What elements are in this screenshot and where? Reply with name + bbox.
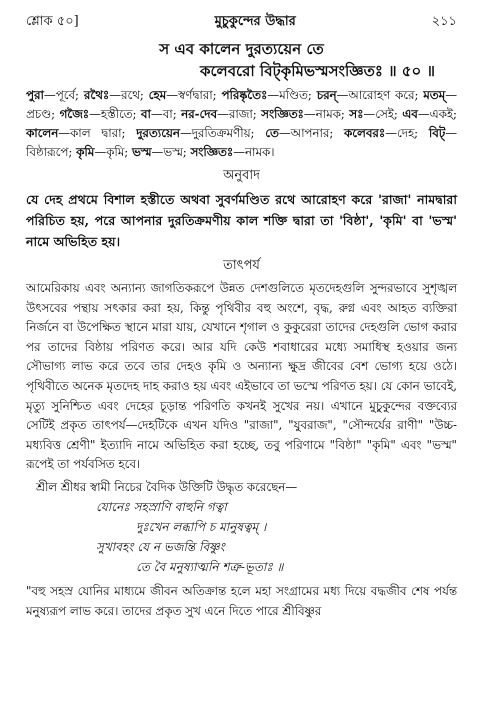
page-number: ২১১ xyxy=(431,14,457,29)
synonym-word: এব xyxy=(402,107,418,121)
synonym-meaning: —আরোহণ করে; xyxy=(336,88,424,102)
quote-translation: "বহু সহস্র যোনির মাধ্যমে জীবন অতিক্রান্ত হলে মহা সংগ্রামের মধ্য দিয়ে বদ্ধজীব শেষ পর্যন্ত মনুষ্যরূপ লাভ করে। তাদের প্রকৃত সুখ এনে দিতে পারে শ্রীবিষ্ণুর xyxy=(26,583,457,618)
synonym-word: রথৈঃ xyxy=(83,88,110,102)
synonym-word: গজৈঃ xyxy=(59,107,90,121)
synonym-meaning: —আপনার; xyxy=(278,126,345,140)
synonym-meaning: —রথে; xyxy=(109,88,149,102)
synonym-meaning: —নামক। xyxy=(233,145,275,159)
verse-reference: শ্লোক ৫০] xyxy=(26,14,79,29)
synonym-meaning: —হস্তীতে; xyxy=(89,107,141,121)
synonym-meaning: —বিষ্ঠারূপে; xyxy=(26,126,458,159)
synonym-meaning: —পূর্বে; xyxy=(43,88,84,102)
running-header xyxy=(26,12,457,34)
synonym-meaning: —কৃমি; xyxy=(94,145,133,159)
synonym-word: নর-দেব xyxy=(181,107,218,121)
synonym-meaning: —সেই; xyxy=(363,107,403,121)
verse-line-1: স এব কালেন দুরত্যয়েন তে xyxy=(159,40,324,58)
synonym-meaning: —ভস্ম; xyxy=(151,145,191,159)
citation-lead: শ্রীল শ্রীধর স্বামী নিচের বৈদিক উক্তিটি উদ্ধৃত করেছেন— xyxy=(36,479,298,494)
synonym-meaning: —মণ্ডিত; xyxy=(267,88,317,102)
purport-text: আমেরিকায় এবং অন্যান্য জাগতিকরূপে উন্নত দেশগুলিতে মৃতদেহগুলি সুন্দরভাবে সুশৃঙ্খল উৎসবের পন্থায় সৎকার করা হয়, কিন্তু পৃথিবীর বহু অংশে, বৃদ্ধ, রুগ্ন এবং আহত ব্যক্তিরা নির্জনে বা উপেক্ষিত স্থানে মারা যায়, যেখানে শৃগাল ও কুকুরেরা তাদের দেহগুলি ভোগ করার পর তাদের বিষ্ঠায় পরিণত করে। আর যদি কেউ শবাধারের মধ্যে সমাধিস্থ হওয়ার জন্য সৌভাগ্য লাভ করে তবে তার দেহও কৃমি ও অন্যান্য ক্ষুদ্র জীবের বেশ ভোগ্য হয়ে ওঠে। পৃথিবীতে অনেক মৃতদেহ দাহ করাও হয় এবং এইভাবে তা ভস্মে পরিণত হয়। যে কোন ভাবেই, মৃত্যু সুনিশ্চিত এবং দেহের চূড়ান্ত পরিণতি কখনই সুখের নয়। এখানে মুচুকুন্দের বক্তব্যের সেটিই প্রকৃত তাৎপর্য—দেহটিকে এখন যদিও "রাজা", "যুবরাজ", "সৌন্দর্যের রাণী" "উচ্চ-মধ্যবিত্ত শ্রেণী" ইত্যাদি নামে অভিহিত করা হচ্ছে, তবু পরিণামে "বিষ্ঠা" "কৃমি" এবং "ভস্ম" রূপেই তা পর্যবসিত হবে। xyxy=(26,281,457,472)
synonym-word: সংজ্ঞিতঃ xyxy=(261,107,304,121)
synonym-meaning: —বা; xyxy=(150,107,182,121)
synonym-word: মতম্ xyxy=(423,88,446,102)
sanskrit-verse xyxy=(26,38,457,82)
synonym-meaning: —দেহ; xyxy=(385,126,429,140)
translation-text: যে দেহ প্রথমে বিশাল হস্তীতে অথবা সুবর্ণমণ্ডিত রথে আরোহণ করে 'রাজা' নামদ্বারা পরিচিত হয়, পরে আপনার দুরতিক্রমণীয় কাল শক্তি দ্বারা তা 'বিষ্ঠা', 'কৃমি' বা 'ভস্ম' নামে অভিহিত হয়। xyxy=(26,192,457,249)
synonym-word: সংজ্ঞিতঃ xyxy=(190,145,234,159)
synonym-word: দুরত্যয়েন xyxy=(136,126,180,140)
synonym-word: সঃ xyxy=(349,107,364,121)
quote-line-4: তে বৈ মনুষ্যাত্মনি শত্রু-ভূতাঃ ॥ xyxy=(136,559,284,574)
chapter-title: মুচুকুন্দের উদ্ধার xyxy=(214,14,296,29)
synonym-word: ভস্ম xyxy=(132,145,152,159)
synonym-meaning: —প্রচণ্ড; xyxy=(26,88,457,121)
synonym-word: পুরা xyxy=(26,88,44,102)
word-synonyms xyxy=(26,86,457,162)
quote-line-3: সুখাবহং যে ন ভজন্তি বিষ্ণুং xyxy=(96,539,225,554)
synonym-word: কৃমি xyxy=(76,145,95,159)
synonym-word: হেম xyxy=(148,88,167,102)
synonym-word: কালেন xyxy=(26,126,59,140)
purport-heading: তাৎপর্য xyxy=(223,258,260,273)
synonym-word: বিট্ xyxy=(428,126,446,140)
quote-line-2: দুঃখেন লব্ধাপি চ মানুষত্বম্ । xyxy=(136,519,267,534)
synonym-word: কলেবরঃ xyxy=(344,126,386,140)
translation-heading: অনুবাদ xyxy=(223,168,260,183)
vedic-quote xyxy=(26,497,457,577)
synonym-meaning: —একই; xyxy=(417,107,457,121)
synonym-meaning: —রাজা; xyxy=(217,107,262,121)
synonym-meaning: —কাল দ্বারা; xyxy=(58,126,137,140)
synonym-word: তে xyxy=(265,126,279,140)
synonym-meaning: —নামক; xyxy=(303,107,350,121)
synonym-word: চরন্ xyxy=(316,88,337,102)
quote-line-1: যোনেঃ সহস্রাণি বাহুনি গত্বা xyxy=(96,499,227,514)
synonym-meaning: —দুরতিক্রমণীয়; xyxy=(179,126,266,140)
verse-line-2: কলেবরো বিট্‌কৃমিভস্মসংজ্ঞিতঃ ॥ ৫০ ॥ xyxy=(200,62,435,80)
synonym-word: পরিষ্কৃতৈঃ xyxy=(221,88,268,102)
synonym-word: বা xyxy=(140,107,151,121)
synonym-meaning: —স্বর্ণদ্বারা; xyxy=(166,88,222,102)
